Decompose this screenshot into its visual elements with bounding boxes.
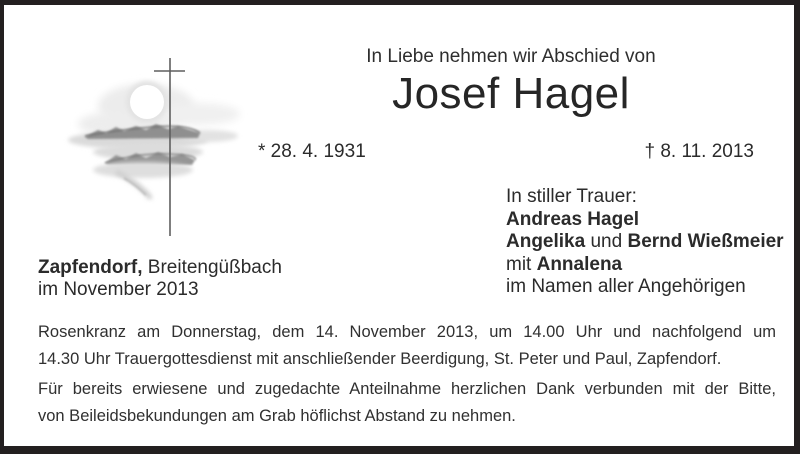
mourner-prefix: mit bbox=[506, 253, 537, 275]
origin-block bbox=[38, 257, 282, 300]
memorial-artwork bbox=[58, 34, 248, 242]
mourner-name: Bernd Wießmeier bbox=[627, 231, 784, 252]
mourner-name: Annalena bbox=[536, 253, 623, 275]
death-date: † 8. 11. 2013 bbox=[644, 141, 754, 162]
origin-place-line bbox=[38, 257, 282, 279]
service-line-1: Rosenkranz am Donnerstag, dem 14. November 2013, um 14.00 Uhr und nachfolgend um bbox=[38, 323, 776, 341]
origin-region: Breitengüßbach bbox=[142, 257, 282, 278]
sun-shape bbox=[126, 81, 168, 123]
deceased-name: Josef Hagel bbox=[392, 69, 630, 118]
thanks-paragraph bbox=[38, 376, 776, 430]
service-paragraph bbox=[38, 319, 776, 373]
landscape-sketch bbox=[68, 124, 238, 199]
farewell-intro-text: In Liebe nehmen wir Abschied von bbox=[366, 46, 656, 67]
mourner-connector: und bbox=[585, 231, 628, 252]
birth-date: * 28. 4. 1931 bbox=[258, 141, 366, 162]
mourner-name: Angelika bbox=[506, 231, 586, 252]
mourning-heading: In stiller Trauer: bbox=[506, 186, 637, 207]
thanks-line-1: Für bereits erwiesene und zugedachte Anteilnahme herzlichen Dank verbunden mit der Bitte, bbox=[38, 380, 776, 398]
mourner-line-2 bbox=[506, 231, 784, 254]
origin-date-line: im November 2013 bbox=[38, 278, 199, 300]
mourner-line-4: im Namen aller Angehörigen bbox=[506, 276, 746, 297]
mourner-line-1: Andreas Hagel bbox=[506, 208, 640, 230]
origin-place: Zapfendorf, bbox=[38, 257, 143, 278]
thanks-line-2: von Beileidsbekundungen am Grab höflichst Abstand zu nehmen. bbox=[38, 407, 516, 425]
service-line-2: 14.30 Uhr Trauergottesdienst mit anschließender Beerdigung, St. Peter und Paul, Zapfendorf. bbox=[38, 350, 722, 368]
mourning-section bbox=[506, 186, 784, 299]
mourner-line-3 bbox=[506, 254, 784, 277]
